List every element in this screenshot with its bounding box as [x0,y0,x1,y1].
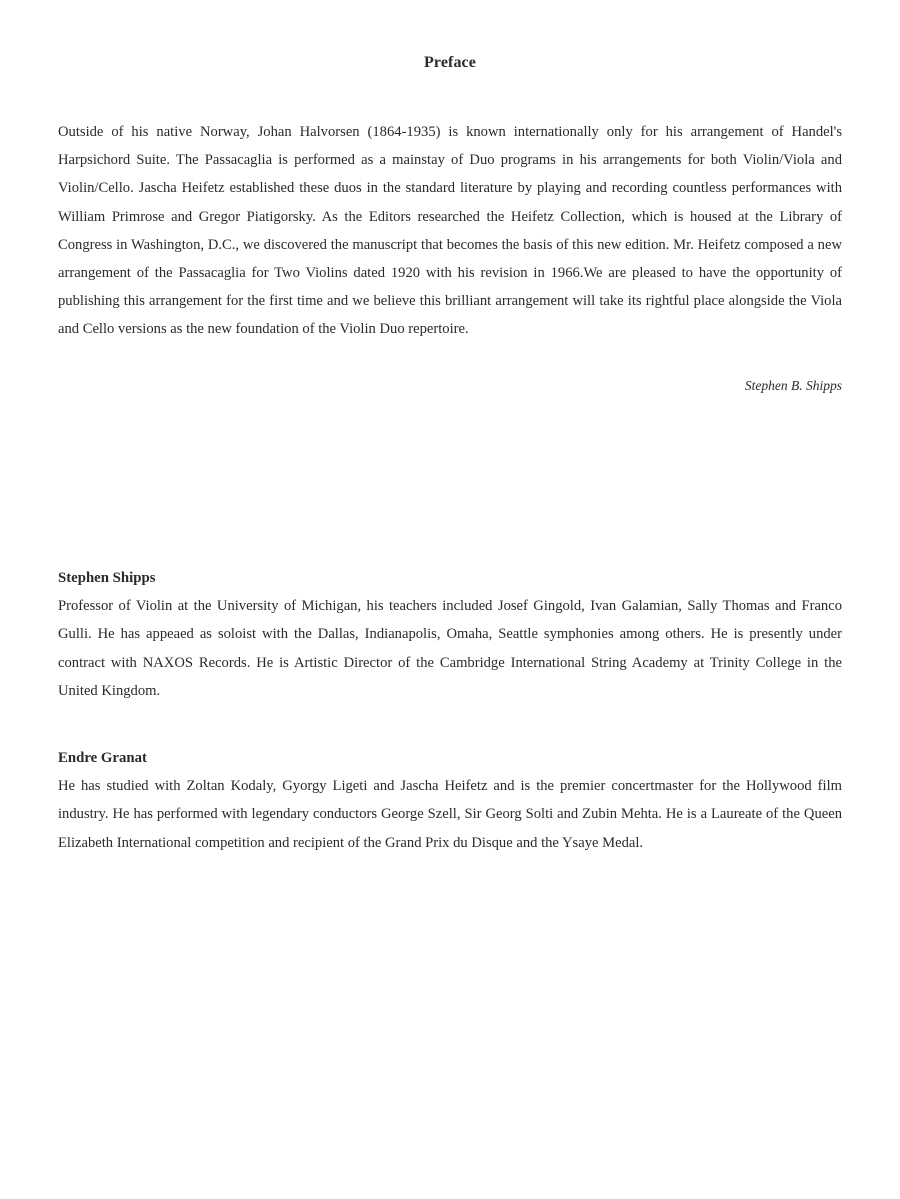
bio-endre-granat [58,744,842,857]
bio-text: He has studied with Zoltan Kodaly, Gyorgy Ligeti and Jascha Heifetz and is the premier concertmaster for the Hollywood film industry. He has performed with legendary conductors George Szell, Sir Georg Solti and Zubin Mehta. He is a Laureate of the Queen Elizabeth International competition and recipient of the Grand Prix du Disque and the Ysaye Medal. [58,778,842,851]
preface-signature: Stephen B. Shipps [744,378,842,393]
bio-stephen-shipps [58,564,842,705]
document-page [58,0,842,1199]
preface-section [58,118,842,344]
bio-name: Stephen Shipps [58,570,156,586]
page-title: Preface [424,54,476,71]
bio-text: Professor of Violin at the University of Michigan, his teachers included Josef Gingold, Ivan Galamian, Sally Thomas and Franco Gulli. He has appeaed as soloist with the Dallas, Indianapolis, Omaha, Seattle symphonies among others. He is presently under contract with NAXOS Records. He is Artistic Director of the Cambridge International String Academy at Trinity College in the United Kingdom. [58,598,842,699]
preface-paragraph: Outside of his native Norway, Johan Halvorsen (1864-1935) is known internationally only for his arrangement of Handel's Harpsichord Suite. The Passacaglia is performed as a mainstay of Duo programs in his arrangements for both Violin/Viola and Violin/Cello. Jascha Heifetz established these duos in the standard literature by playing and recording countless performances with William Primrose and Gregor Piatigorsky. As the Editors researched the Heifetz Collection, which is housed at the Library of Congress in Washington, D.C., we discovered the manuscript that becomes the basis of this new edition. Mr. Heifetz composed a new arrangement of the Passacaglia for Two Violins dated 1920 with his revision in 1966.We are pleased to have the opportunity of publishing this arrangement for the first time and we believe this brilliant arrangement will take its rightful place alongside the Viola and Cello versions as the new foundation of the Violin Duo repertoire. [58,124,842,338]
bio-name: Endre Granat [58,750,147,766]
